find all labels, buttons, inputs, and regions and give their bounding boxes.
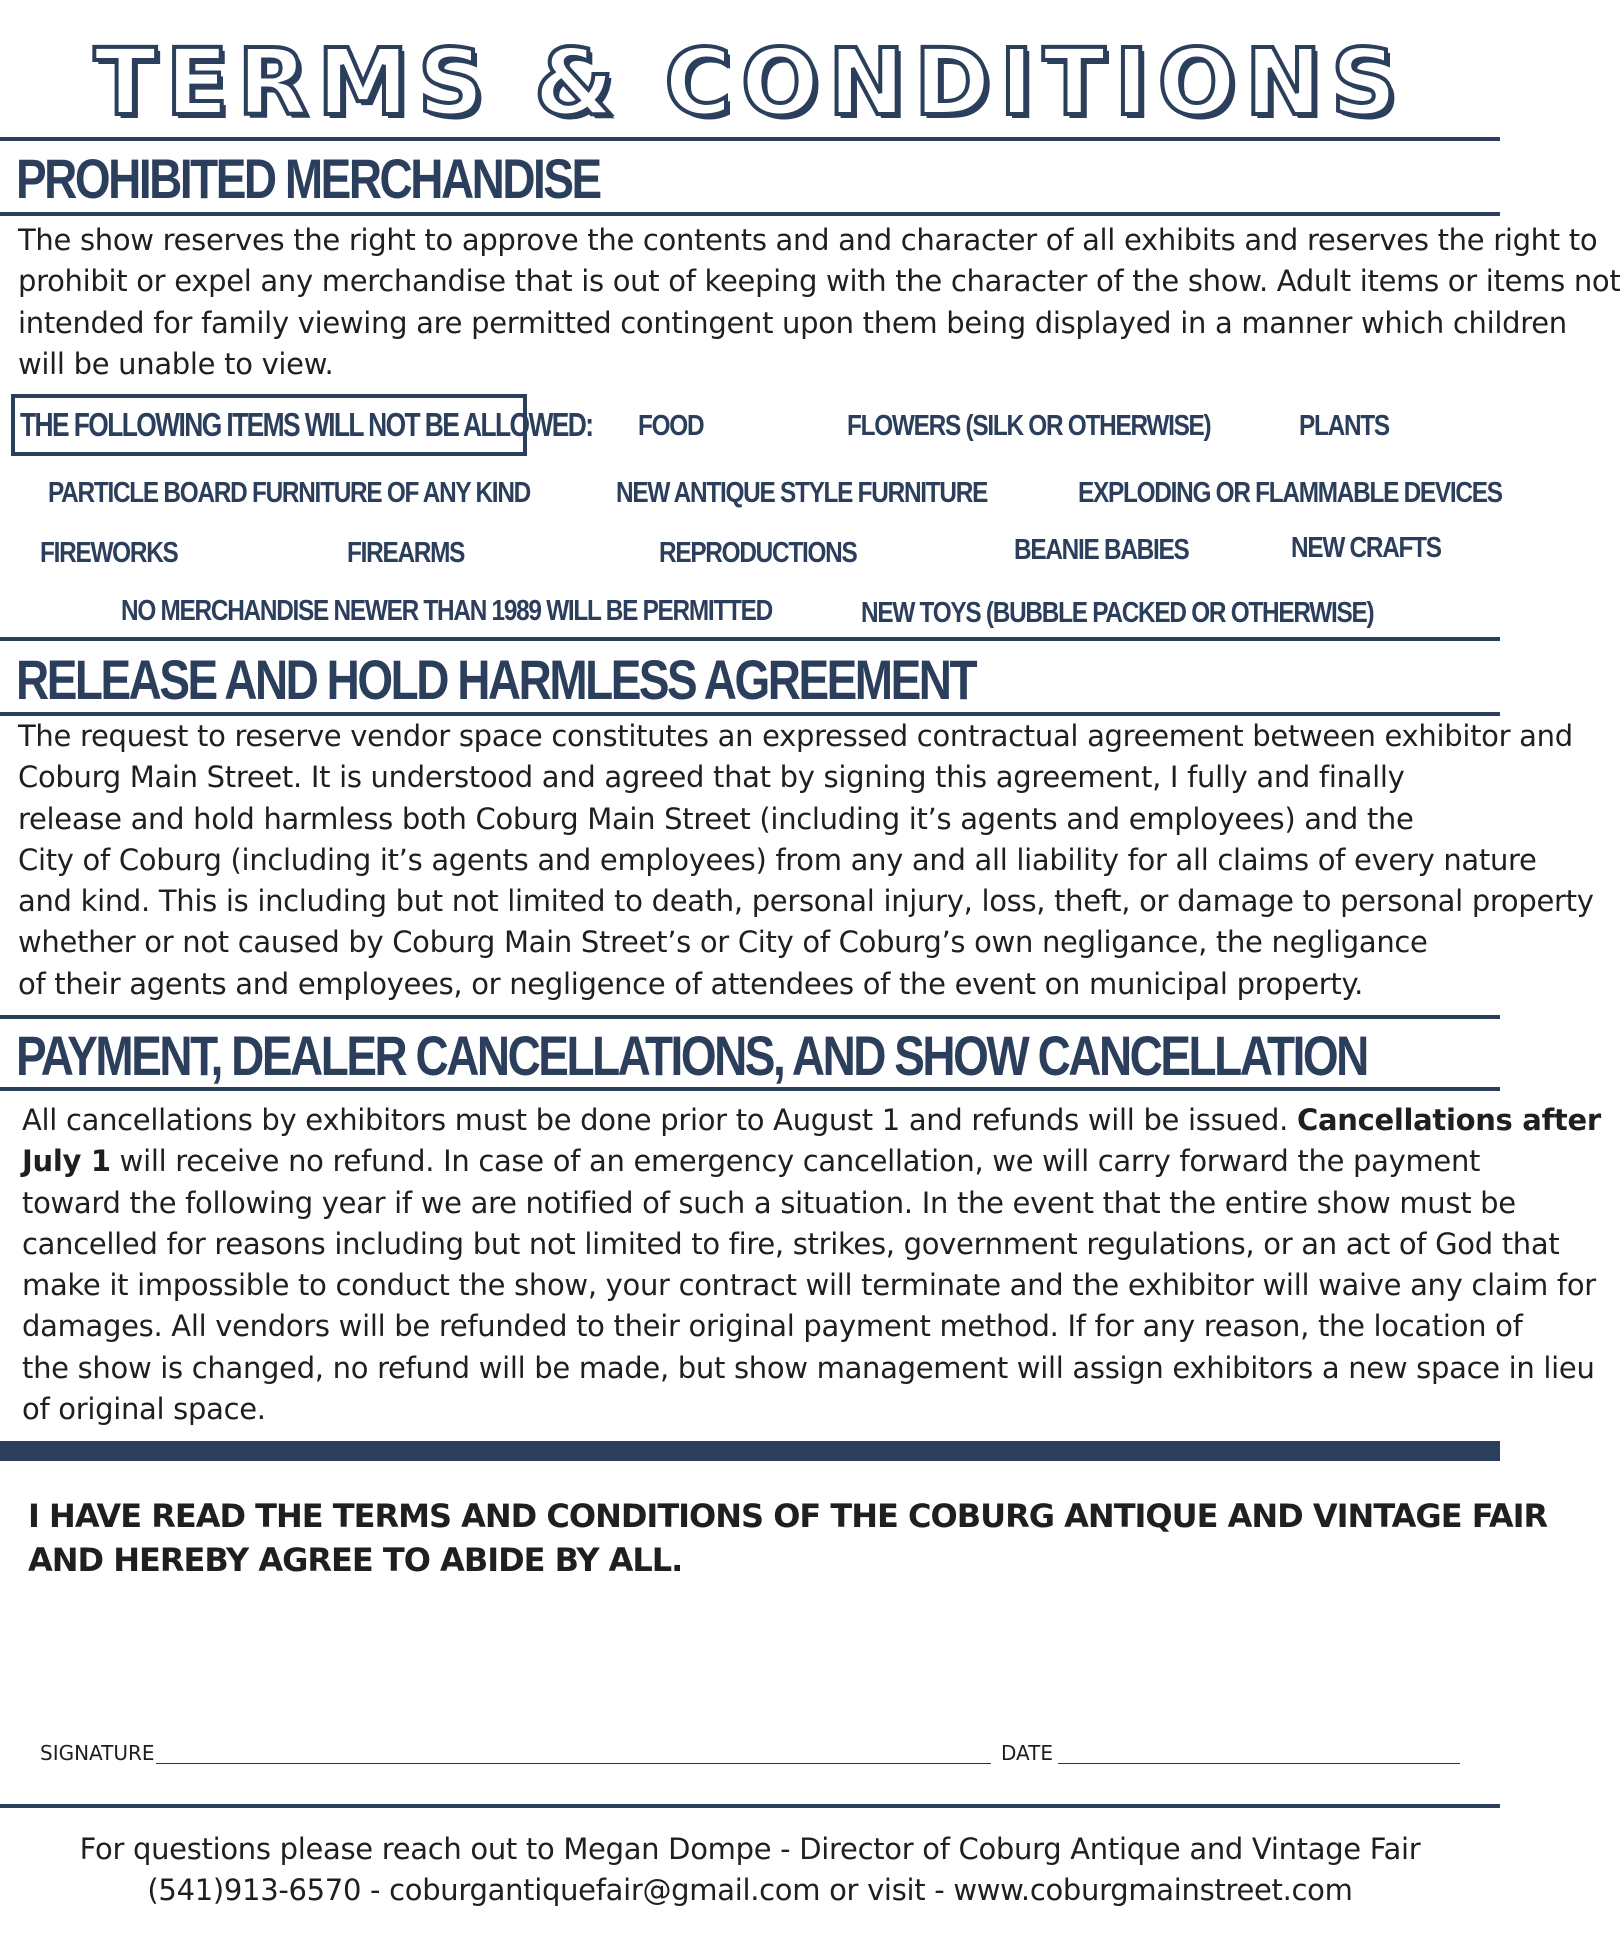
prohibited-item-beanie-babies: BEANIE BABIES [1014, 534, 1189, 566]
paragraph-line: will be unable to view. [18, 346, 334, 381]
agreement-line: AND HEREBY AGREE TO ABIDE BY ALL. [28, 1541, 683, 1579]
prohibited-item-new-antique-style: NEW ANTIQUE STYLE FURNITURE [616, 477, 988, 509]
paragraph-bold-text: July 1 [22, 1144, 111, 1179]
paragraph-line: The request to reserve vendor space constitutes an expressed contractual agreement between exhibitor and [18, 719, 1573, 753]
paragraph-bold-text: Cancellations after [1296, 1103, 1601, 1137]
paragraph-line [22, 1141, 1492, 1182]
divider [0, 1087, 1500, 1091]
prohibited-item-exploding: EXPLODING OR FLAMMABLE DEVICES [1078, 477, 1502, 509]
divider [0, 212, 1500, 216]
paragraph-line: toward the following year if we are notified of such a situation. In the event that the entire show must be [22, 1185, 1516, 1220]
paragraph-line: and kind. This is including but not limited to death, personal injury, loss, theft, or damage to personal property [18, 884, 1594, 919]
footer-contact-details: (541)913-6570 - coburgantiquefair@gmail.com or visit - www.coburgmainstreet.com [147, 1873, 1353, 1907]
paragraph-line: the show is changed, no refund will be made, but show management will assign exhibitors a new space in lieu [22, 1350, 1595, 1385]
divider [0, 637, 1500, 641]
date-field[interactable] [1058, 1763, 1460, 1764]
release-heading: RELEASE AND HOLD HARMLESS AGREEMENT [16, 648, 976, 711]
paragraph-line: release and hold harmless both Coburg Main Street (including it’s agents and employees) and the [18, 801, 1414, 836]
paragraph-line: Coburg Main Street. It is understood and agreed that by signing this agreement, I fully and finally [18, 760, 1405, 795]
paragraph-line: whether or not caused by Coburg Main Street’s or City of Coburg’s own negligance, the negligance [18, 925, 1428, 960]
paragraph-line: intended for family viewing are permitted contingent upon them being displayed in a manner which children [18, 305, 1567, 340]
footer-contact: For questions please reach out to Megan Dompe - Director of Coburg Antique and Vintage Fair [79, 1832, 1421, 1866]
not-allowed-label: THE FOLLOWING ITEMS WILL NOT BE ALLOWED: [20, 406, 593, 443]
prohibited-item-flowers: FLOWERS (SILK OR OTHERWISE) [847, 410, 1211, 442]
prohibited-item-plants: PLANTS [1299, 410, 1389, 442]
section-bar [0, 1441, 1500, 1461]
prohibited-item-reproductions: REPRODUCTIONS [659, 537, 857, 569]
signature-field[interactable] [156, 1763, 991, 1764]
paragraph-line: damages. All vendors will be refunded to their original payment method. If for any reason, the location of [22, 1309, 1523, 1344]
payment-paragraph [22, 1100, 1601, 1430]
prohibited-heading: PROHIBITED MERCHANDISE [16, 147, 600, 210]
paragraph-text: will receive no refund. In case of an emergency cancellation, we will carry forward the payment [110, 1144, 1481, 1179]
release-paragraph [18, 716, 1594, 1005]
agreement-statement [28, 1494, 1548, 1582]
paragraph-line: City of Coburg (including it’s agents and employees) from any and all liability for all claims of every nature [18, 842, 1537, 877]
paragraph-line: of their agents and employees, or negligence of attendees of the event on municipal property. [18, 966, 1364, 1001]
paragraph-text: All cancellations by exhibitors must be done prior to August 1 and refunds will be issued. [22, 1103, 1297, 1137]
prohibited-item-new-crafts: NEW CRAFTS [1291, 532, 1441, 564]
signature-label: SIGNATURE [40, 1741, 155, 1765]
prohibited-item-particle-board: PARTICLE BOARD FURNITURE OF ANY KIND [48, 477, 530, 509]
prohibited-item-new-toys: NEW TOYS (BUBBLE PACKED OR OTHERWISE) [861, 597, 1374, 629]
divider [0, 1804, 1500, 1808]
paragraph-line: of original space. [22, 1392, 266, 1427]
prohibited-item-no-newer-1989: NO MERCHANDISE NEWER THAN 1989 WILL BE PERMITTED [121, 595, 772, 627]
prohibited-item-firearms: FIREARMS [347, 537, 465, 569]
agreement-line: I HAVE READ THE TERMS AND CONDITIONS OF THE COBURG ANTIQUE AND VINTAGE FAIR [28, 1497, 1548, 1535]
paragraph-line: make it impossible to conduct the show, your contract will terminate and the exhibitor will waive any claim for [22, 1268, 1596, 1303]
page-title: TERMS & CONDITIONS [93, 29, 1407, 136]
prohibited-item-food: FOOD [638, 410, 704, 442]
prohibited-paragraph [18, 220, 1620, 385]
payment-heading: PAYMENT, DEALER CANCELLATIONS, AND SHOW CANCELLATION [16, 1024, 1367, 1087]
date-label: DATE [1001, 1741, 1054, 1765]
paragraph-line: The show reserves the right to approve the contents and and character of all exhibits and reserves the right to [18, 223, 1598, 257]
paragraph-line: cancelled for reasons including but not limited to fire, strikes, government regulations, or an act of God that [22, 1226, 1560, 1261]
divider [0, 137, 1500, 141]
divider [0, 1015, 1500, 1019]
prohibited-item-fireworks: FIREWORKS [40, 537, 178, 569]
paragraph-line: prohibit or expel any merchandise that is out of keeping with the character of the show. Adult items or items not [18, 264, 1620, 299]
paragraph-line [22, 1100, 1601, 1141]
